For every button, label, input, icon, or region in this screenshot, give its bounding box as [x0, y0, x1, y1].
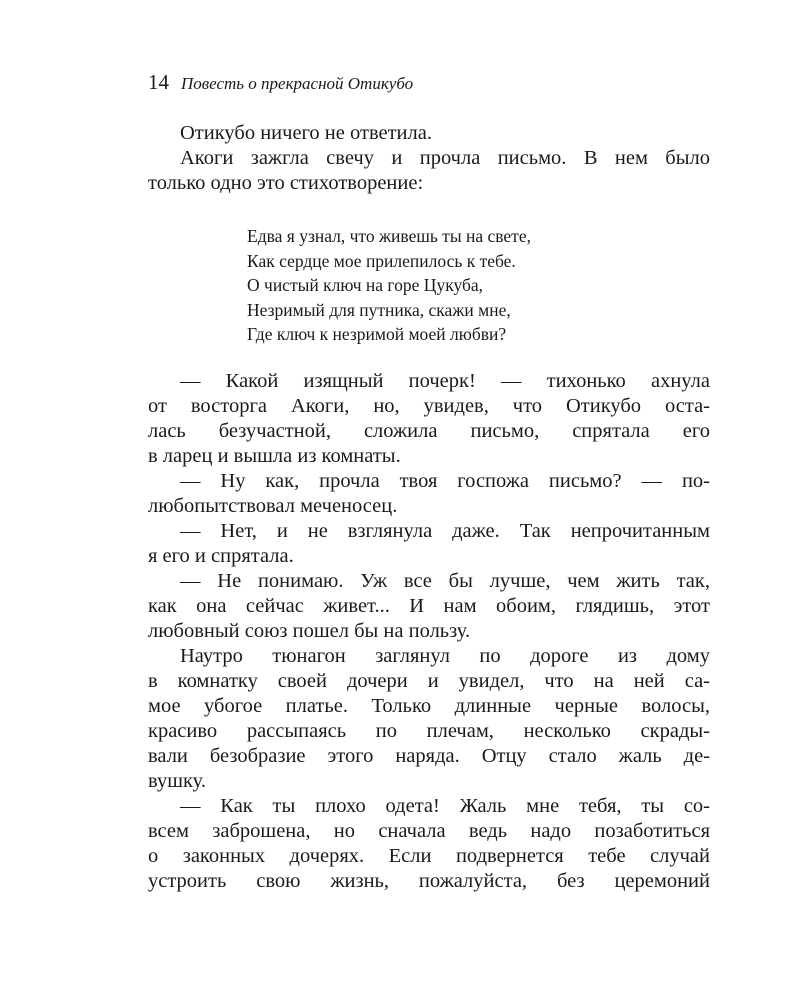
poem — [247, 224, 531, 347]
text-line: всем заброшена, но сначала ведь надо позаботиться — [148, 820, 710, 842]
text-line: как она сейчас живет... И нам обоим, глядишь, этот — [148, 595, 710, 617]
text-line: — Ну как, прочла твоя госпожа письмо? — по- — [180, 470, 710, 492]
text-line: — Не понимаю. Уж все бы лучше, чем жить так, — [180, 570, 710, 592]
opening-paragraphs — [148, 121, 710, 196]
poem-verse: Где ключ к незримой моей любви? — [247, 324, 507, 344]
text-line: устроить свою жизнь, пожалуйста, без церемоний — [148, 870, 710, 892]
text-line: любопытствовал меченосец. — [148, 495, 398, 517]
text-line: вушку. — [148, 770, 207, 792]
text-line: от восторга Акоги, но, увидев, что Отикубо оста- — [148, 395, 710, 417]
text-line: красиво рассыпаясь по плечам, несколько скрады- — [148, 720, 710, 742]
text-line: я его и спрятала. — [148, 545, 294, 567]
main-text — [148, 369, 710, 894]
text-line: в ларец и вышла из комнаты. — [148, 445, 401, 467]
text-line: лась безучастной, сложила письмо, спрятала его — [148, 420, 710, 442]
text-line: мое убогое платье. Только длинные черные волосы, — [148, 695, 710, 717]
poem-verse: Как сердце мое прилепилось к тебе. — [247, 250, 516, 271]
text-line: — Как ты плохо одета! Жаль мне тебя, ты со- — [180, 795, 710, 817]
text-line: Наутро тюнагон заглянул по дороге из дому — [180, 645, 710, 667]
poem-verse: О чистый ключ на горе Цукуба, — [247, 275, 484, 295]
running-title: Повесть о прекрасной Отикубо — [181, 74, 414, 93]
text-line: Отикубо ничего не ответила. — [180, 122, 432, 144]
poem-verse: Незримый для путника, скажи мне, — [247, 299, 511, 320]
poem-verse: Едва я узнал, что живешь ты на свете, — [247, 226, 531, 246]
text-line: только одно это стихотворение: — [148, 172, 424, 194]
text-line: — Нет, и не взглянула даже. Так непрочитанным — [180, 520, 710, 542]
text-line: — Какой изящный почерк! — тихонько ахнула — [180, 370, 710, 392]
text-line: о законных дочерях. Если подвернется тебе случай — [148, 845, 710, 867]
page-number: 14 — [148, 70, 169, 94]
text-line: любовный союз пошел бы на пользу. — [148, 620, 471, 642]
text-line: в комнатку своей дочери и увидел, что на ней са- — [148, 670, 710, 692]
text-line: вали безобразие этого наряда. Отцу стало жаль де- — [148, 745, 710, 767]
text-line: Акоги зажгла свечу и прочла письмо. В нем было — [180, 147, 710, 169]
running-header — [148, 70, 413, 95]
